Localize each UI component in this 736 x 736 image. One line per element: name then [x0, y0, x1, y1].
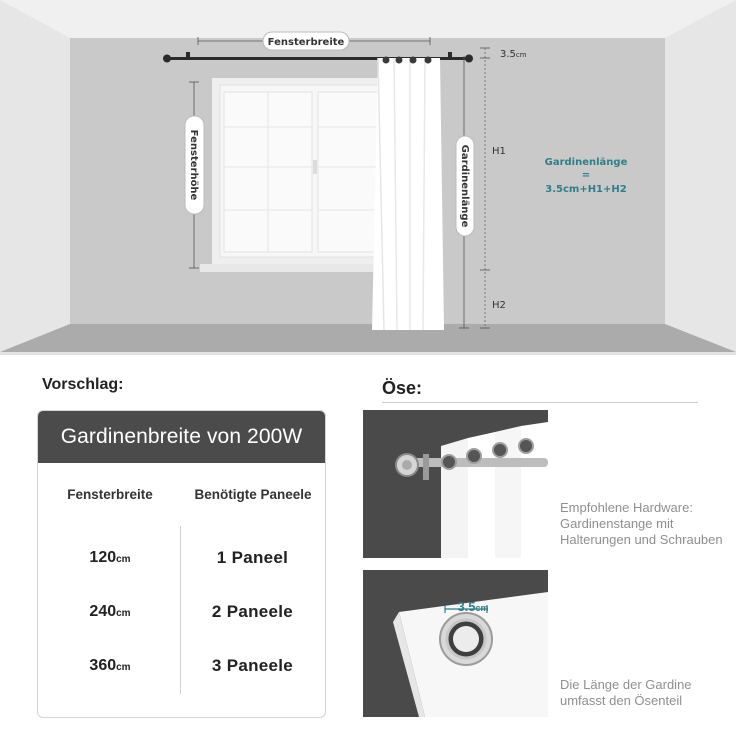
column-header-panels: Benötigte Paneele: [194, 487, 312, 502]
length-caption: Die Länge der Gardine umfasst den Ösenteil: [560, 677, 692, 708]
right-side-wall: [665, 0, 736, 352]
curtain-length-label: Gardinenlänge: [459, 144, 470, 228]
top-gap-label: 3.5cm: [500, 49, 527, 60]
panel-size-table: [37, 410, 326, 718]
table-row-width: 360cm: [89, 657, 131, 674]
h1-label: H1: [492, 146, 506, 157]
suggestion-title: Vorschlag:: [42, 376, 124, 393]
formula-line-1: Gardinenlänge: [544, 157, 628, 168]
h2-label: H2: [492, 300, 506, 311]
formula-line-2: =: [581, 170, 591, 181]
curtain-panel: [372, 57, 444, 331]
left-side-wall: [0, 0, 70, 352]
grommet-ring: [425, 57, 432, 64]
table-row-width: 120cm: [89, 549, 131, 566]
window-width-label: Fensterbreite: [267, 37, 345, 48]
rod-grommet-photo: [363, 410, 548, 558]
grommet-title: Öse:: [382, 378, 423, 398]
table-row-panels: 2 Paneele: [211, 602, 294, 621]
table-header: Gardinenbreite von 200W: [38, 411, 325, 463]
formula-line-3: 3.5cm+H1+H2: [545, 184, 627, 195]
table-row-panels: 1 Paneel: [216, 548, 289, 567]
grommet-closeup-photo: [363, 570, 548, 717]
grommet-size-label: 3.5cm: [457, 599, 489, 614]
floor: [0, 324, 736, 352]
grommet-ring: [396, 57, 403, 64]
grommet-ring: [410, 57, 417, 64]
window-height-label: Fensterhöhe: [188, 129, 199, 201]
ceiling: [0, 0, 736, 38]
grommet-ring: [383, 57, 390, 64]
column-header-window-width: Fensterbreite: [67, 487, 153, 502]
table-row-width: 240cm: [89, 603, 131, 620]
hardware-caption: Empfohlene Hardware: Gardinenstange mit Halterungen und Schrauben: [560, 500, 723, 547]
curtain-measurement-illustration: [0, 0, 736, 355]
title-divider: [382, 402, 698, 403]
window: [200, 78, 400, 272]
table-row-panels: 3 Paneele: [211, 656, 294, 675]
